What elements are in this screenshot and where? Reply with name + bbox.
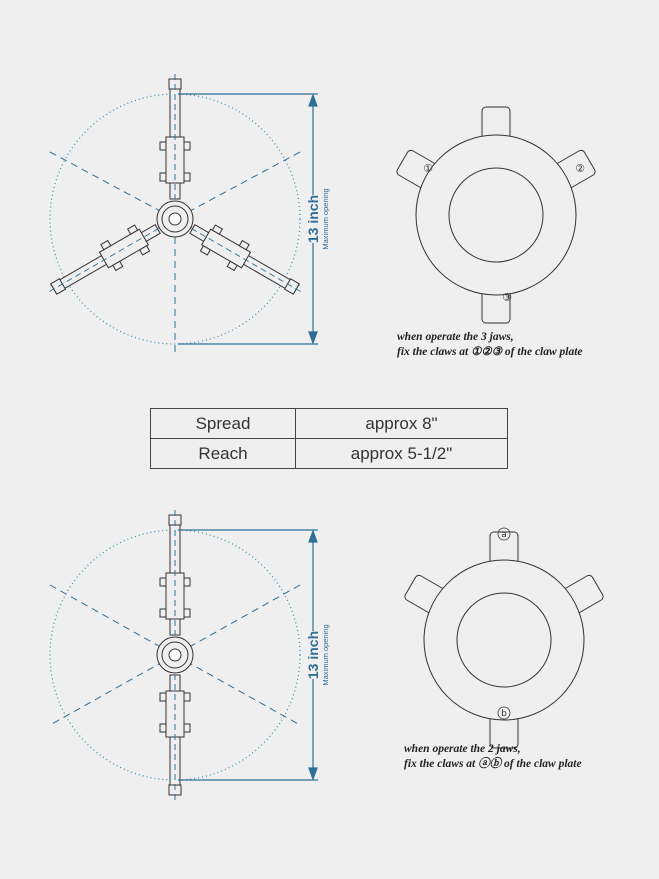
dimension-sublabel-bottom: Maximum opening bbox=[321, 624, 330, 686]
note-two-jaws bbox=[404, 742, 582, 772]
dimension-sublabel-top: Maximum opening bbox=[321, 188, 330, 250]
claw-plate-top bbox=[395, 107, 596, 323]
table-row bbox=[151, 409, 508, 439]
three-jaw-puller-drawing bbox=[42, 74, 318, 355]
two-jaw-puller-drawing bbox=[50, 510, 318, 800]
note-line: fix the claws at ⓐⓑ of the claw plate bbox=[404, 758, 582, 770]
plate-label-2: ② bbox=[575, 162, 585, 175]
spec-table bbox=[150, 408, 508, 469]
spec-value: approx 8" bbox=[296, 409, 508, 439]
dimension-label-bottom: 13 inch bbox=[305, 630, 321, 680]
table-row bbox=[151, 439, 508, 469]
note-line: when operate the 2 jaws, bbox=[404, 743, 521, 755]
dimension-line-top bbox=[178, 94, 318, 344]
note-three-jaws bbox=[397, 330, 583, 360]
dimension-label-top: 13 inch bbox=[305, 194, 321, 244]
dimension-line-bottom bbox=[178, 530, 318, 780]
note-line: fix the claws at ①②③ of the claw plate bbox=[397, 346, 583, 358]
note-line: when operate the 3 jaws, bbox=[397, 331, 514, 343]
plate-label-1: ① bbox=[423, 162, 433, 175]
plate-label-a: a bbox=[501, 530, 507, 540]
spec-label: Reach bbox=[151, 439, 296, 469]
plate-label-b: b bbox=[501, 709, 507, 719]
spec-value: approx 5-1/2" bbox=[296, 439, 508, 469]
plate-label-3: ③ bbox=[502, 291, 512, 304]
spec-label: Spread bbox=[151, 409, 296, 439]
